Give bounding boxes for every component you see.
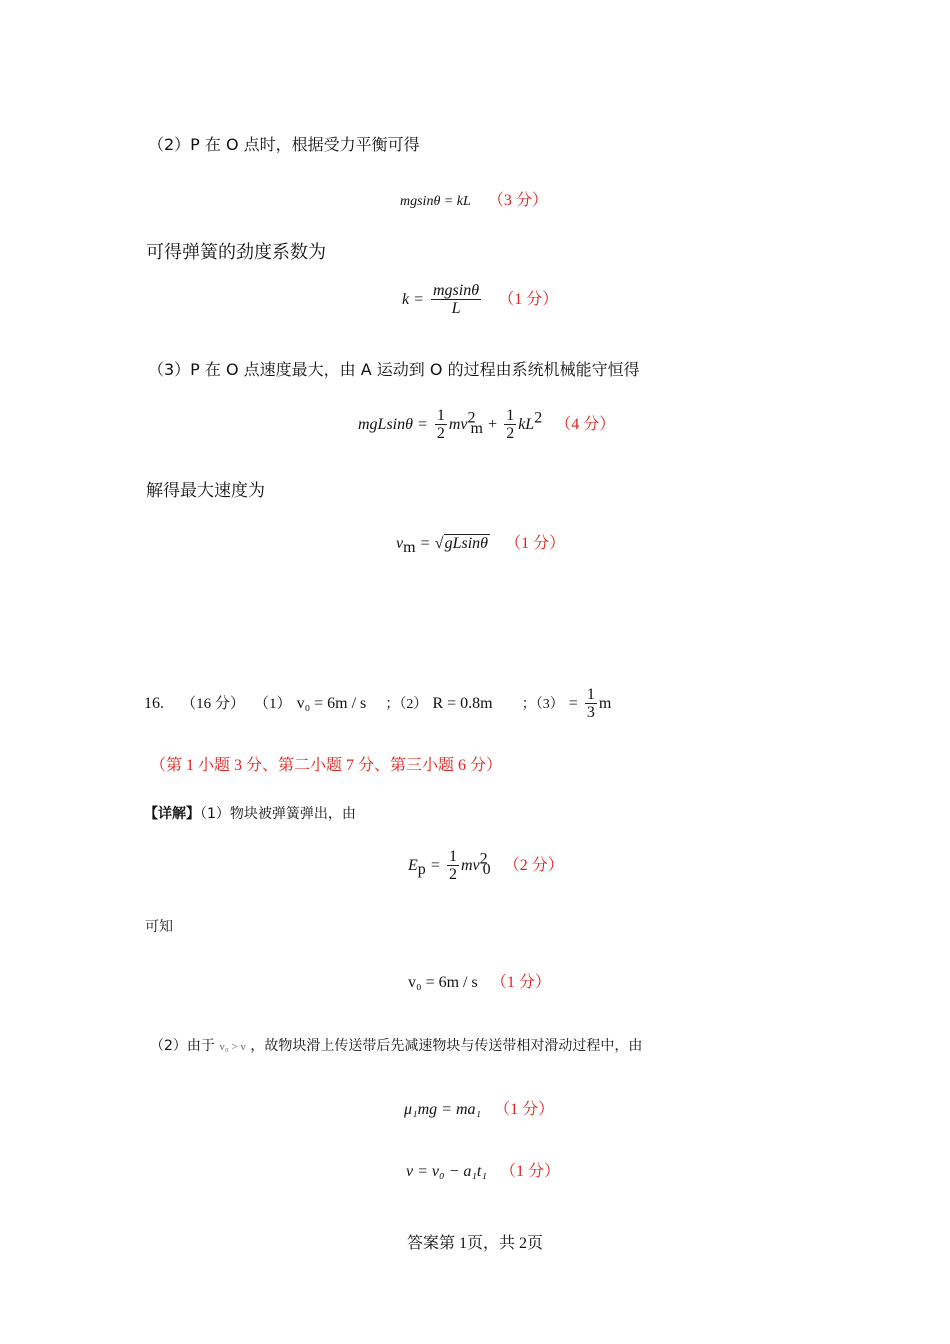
- subscript: m: [470, 420, 483, 438]
- score-label: （1 分）: [490, 974, 551, 991]
- knows-line: 可知: [145, 919, 173, 935]
- fraction-numerator: 1: [586, 686, 595, 703]
- fraction-denominator: 2: [506, 425, 515, 442]
- page-footer: 答案第 1页，共 2页: [406, 1235, 543, 1252]
- equation-force-balance: [400, 187, 548, 210]
- sqrt-content: gLsinθ: [444, 535, 488, 552]
- equals-sign: =: [420, 535, 430, 552]
- separator: ；（2）: [385, 697, 428, 712]
- score-label: （4 分）: [555, 416, 616, 433]
- fraction: [431, 282, 481, 317]
- detail-text: （1）物块被弹簧弹出，由: [200, 806, 356, 822]
- scoring-breakdown: （第 1 小题 3 分、第二小题 7 分、第三小题 6 分）: [150, 757, 503, 774]
- equals-sign: =: [430, 857, 440, 874]
- question-number: 16.: [144, 695, 164, 712]
- subscript: 0: [482, 861, 491, 879]
- score-label: （3 分）: [487, 192, 548, 209]
- answer-2: R = 0.8m: [432, 695, 493, 712]
- equation-text: mgsinθ = kL: [400, 194, 471, 209]
- equation-spring-constant: [402, 282, 558, 317]
- fraction-numerator: 1: [449, 848, 457, 865]
- equation-lhs: mgLsinθ =: [358, 416, 428, 433]
- part2-intro: （2）P 在 O 点时，根据受力平衡可得: [148, 135, 420, 154]
- exponent: 2: [534, 409, 543, 427]
- equation-lhs: v: [396, 535, 404, 552]
- fraction-denominator: L: [451, 300, 461, 317]
- question-points: （16 分）: [181, 696, 245, 712]
- fraction-numerator: 1: [436, 407, 445, 424]
- q16-answer-line: [144, 686, 611, 721]
- equation-friction: [404, 1096, 554, 1119]
- fraction-half: [435, 407, 447, 442]
- score-label: （1 分）: [498, 291, 559, 308]
- separator: ；（3）: [521, 697, 564, 712]
- max-speed-line: 解得最大速度为: [146, 481, 265, 501]
- part2-q16-line: [150, 1035, 642, 1055]
- part3-intro: （3）P 在 O 点速度最大，由 A 运动到 O 的过程由系统机械能守恒得: [148, 360, 640, 379]
- equation-text: v₀ = 6m / s: [408, 974, 478, 991]
- term-mv: mv: [461, 857, 480, 874]
- condition: v₀ > v: [219, 1041, 246, 1053]
- subscript: p: [417, 861, 426, 879]
- answer-1: v₀ = 6m / s: [296, 695, 367, 712]
- plus-sign: +: [488, 416, 498, 433]
- fraction-half: [447, 848, 459, 883]
- equation-text: v = v₀ − a₁t₁: [406, 1163, 487, 1180]
- equation-max-speed: [396, 530, 565, 557]
- equation-lhs: k =: [402, 291, 424, 308]
- fraction-denominator: 3: [586, 704, 595, 721]
- sqrt-symbol: √: [434, 535, 444, 552]
- part2-text: ，故物块滑上传送带后先减速物块与传送带相对滑动过程中，由: [250, 1038, 643, 1054]
- exponent: 2: [467, 409, 476, 427]
- spring-constant-line: 可得弹簧的劲度系数为: [146, 242, 326, 263]
- term-kl: kL: [518, 416, 535, 433]
- equation-initial-speed: [408, 969, 551, 992]
- fraction-half: [504, 407, 516, 442]
- score-label: （1 分）: [500, 1163, 561, 1180]
- fraction-denominator: 2: [449, 866, 457, 883]
- subscript: m: [403, 539, 416, 557]
- fraction: [585, 686, 597, 721]
- detail-line: [144, 803, 356, 823]
- equation-text: μ₁mg = ma₁: [404, 1101, 482, 1118]
- equation-energy-conservation: [358, 407, 615, 442]
- equation-lhs: E: [408, 857, 418, 874]
- score-label: （2 分）: [503, 857, 564, 874]
- part2-text: （2）由于: [150, 1038, 215, 1054]
- exponent: 2: [479, 850, 488, 868]
- answer-label: （1）: [253, 696, 292, 712]
- detail-tag: 【详解】: [144, 806, 200, 822]
- equation-elastic-energy: [408, 848, 564, 883]
- fraction-numerator: mgsinθ: [433, 282, 480, 299]
- equation-deceleration: [406, 1158, 560, 1181]
- fraction-denominator: 2: [436, 425, 445, 442]
- answer-3-unit: m: [598, 695, 612, 712]
- score-label: （1 分）: [505, 535, 566, 552]
- term-mv: mv: [448, 416, 468, 433]
- score-label: （1 分）: [494, 1101, 555, 1118]
- fraction-numerator: 1: [506, 407, 515, 424]
- answer-3-eq: =: [568, 695, 578, 712]
